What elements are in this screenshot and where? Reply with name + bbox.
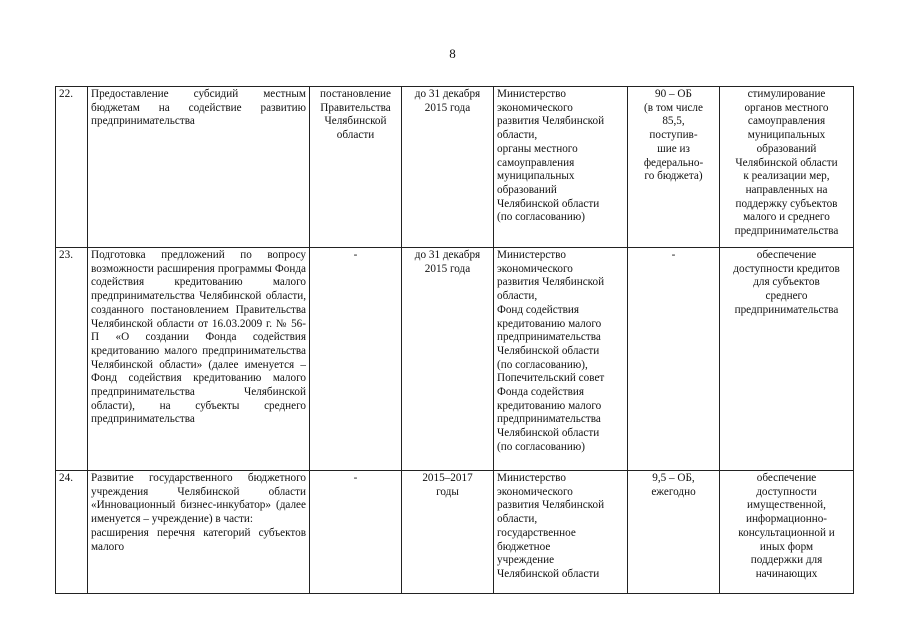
executor-cell: Министерство экономического развития Челябинской области, государственное бюджетное учреждение Челябинской области [494, 471, 628, 594]
executor-cell: Министерство экономического развития Челябинской области, органы местного самоуправления муниципальных образований Челябинской области (по согласованию) [494, 87, 628, 248]
funding-cell: 9,5 – ОБ, ежегодно [628, 471, 720, 594]
row-number: 22. [56, 87, 88, 248]
result-cell: обеспечение доступности кредитов для субъектов среднего предпринимательства [720, 248, 854, 471]
executor-cell: Министерство экономического развития Челябинской области, Фонд содействия кредитованию малого предпринимательства Челябинской области (по согласованию), Попечительский совет Фонда содействия кредитованию малого предпринимательства Челябинской области (по согласованию) [494, 248, 628, 471]
funding-cell: 90 – ОБ (в том числе 85,5, поступив- шие из федерально- го бюджета) [628, 87, 720, 248]
document-cell: - [310, 471, 402, 594]
measure-cell: Предоставление субсидий местным бюджетам на содействие развитию предпринимательства [88, 87, 310, 248]
row-number: 23. [56, 248, 88, 471]
table-row [56, 248, 854, 471]
measures-table [55, 86, 854, 594]
term-cell: до 31 декабря 2015 года [402, 248, 494, 471]
row-number: 24. [56, 471, 88, 594]
term-cell: 2015–2017 годы [402, 471, 494, 594]
document-cell: постановление Правительства Челябинской области [310, 87, 402, 248]
measure-cell: Развитие государственного бюджетного учреждения Челябинской области «Инновационный бизнес-инкубатор» (далее именуется – учреждение) в части: расширения перечня категорий субъектов малого [88, 471, 310, 594]
table-row [56, 471, 854, 594]
term-cell: до 31 декабря 2015 года [402, 87, 494, 248]
table-row [56, 87, 854, 248]
document-cell: - [310, 248, 402, 471]
page-number: 8 [449, 46, 456, 61]
result-cell: стимулирование органов местного самоуправления муниципальных образований Челябинской области к реализации мер, направленных на поддержку субъектов малого и среднего предпринимательства [720, 87, 854, 248]
funding-cell: - [628, 248, 720, 471]
measure-cell: Подготовка предложений по вопросу возможности расширения программы Фонда содействия кредитованию малого предпринимательства Челябинской области, созданного постановлением Правительства Челябинской области от 16.03.2009 г. № 56-П «О создании Фонда содействия кредитованию малого предпринимательства Челябинской области» (далее именуется – Фонд содействия кредитованию малого предпринимательства Челябинской области), на субъекты среднего предпринимательства [88, 248, 310, 471]
result-cell: обеспечение доступности имущественной, информационно- консультационной и иных форм поддержки для начинающих [720, 471, 854, 594]
